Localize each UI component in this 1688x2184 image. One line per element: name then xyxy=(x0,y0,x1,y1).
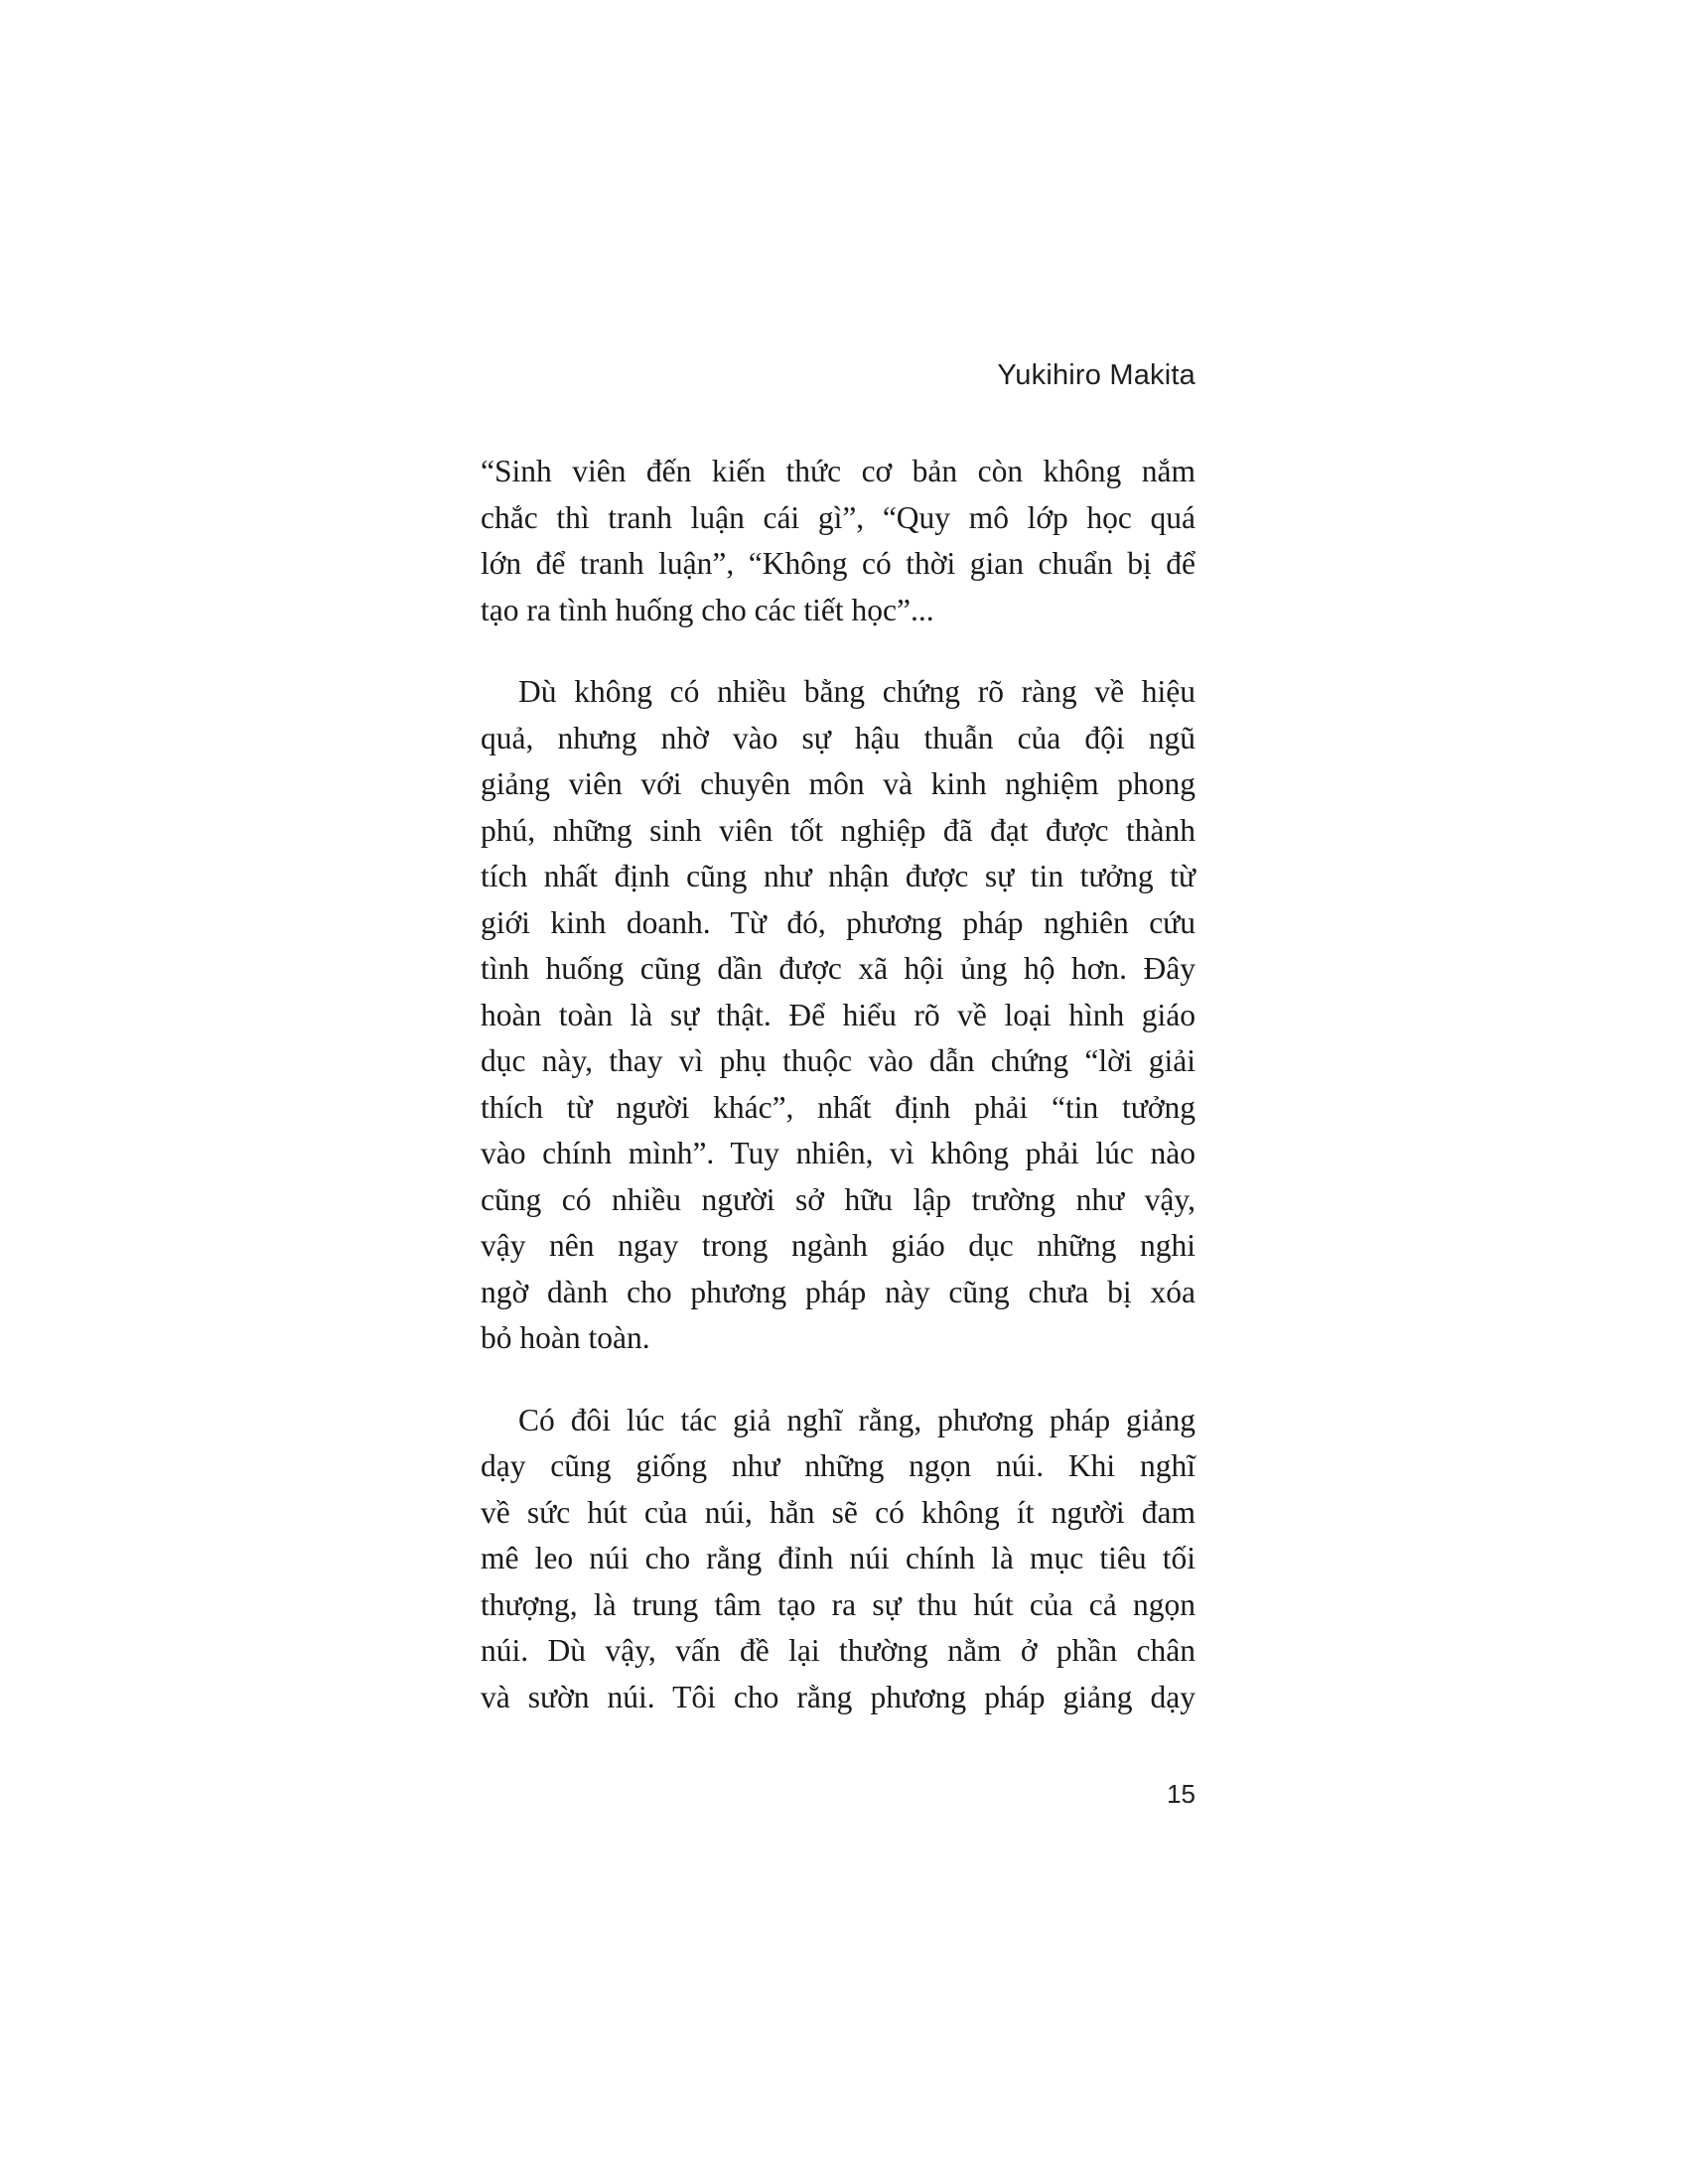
text-line: hoàn toàn là sự thật. Để hiểu rõ về loại hình giáo xyxy=(481,997,1196,1032)
text-line: Dù không có nhiều bằng chứng rõ ràng về hiệu xyxy=(518,674,1196,709)
text-line: ngờ dành cho phương pháp này cũng chưa bị xóa xyxy=(481,1274,1196,1309)
text-line: và sườn núi. Tôi cho rằng phương pháp giảng dạy xyxy=(481,1679,1196,1714)
text-line: phú, những sinh viên tốt nghiệp đã đạt được thành xyxy=(481,812,1196,848)
text-line: Có đôi lúc tác giả nghĩ rằng, phương pháp giảng xyxy=(518,1402,1196,1437)
text-line: tình huống cũng dần được xã hội ủng hộ hơn. Đây xyxy=(481,951,1196,986)
body-text xyxy=(481,449,1196,1720)
text-line: dạy cũng giống như những ngọn núi. Khi nghĩ xyxy=(481,1448,1196,1483)
text-line: “Sinh viên đến kiến thức cơ bản còn không nắm xyxy=(481,454,1196,488)
text-line: tích nhất định cũng như nhận được sự tin tưởng từ xyxy=(481,859,1196,893)
text-line: dục này, thay vì phụ thuộc vào dẫn chứng “lời giải xyxy=(481,1043,1196,1078)
text-line: bỏ hoàn toàn. xyxy=(481,1320,650,1355)
text-line: thích từ người khác”, nhất định phải “tin tưởng xyxy=(481,1089,1196,1125)
text-line: vào chính mình”. Tuy nhiên, vì không phải lúc nào xyxy=(481,1136,1196,1170)
text-line: tạo ra tình huống cho các tiết học”... xyxy=(481,592,934,627)
paragraph xyxy=(481,449,1196,633)
paragraph xyxy=(481,669,1196,1362)
paragraph xyxy=(481,1398,1196,1721)
text-line: lớn để tranh luận”, “Không có thời gian chuẩn bị để xyxy=(481,546,1196,581)
text-line: núi. Dù vậy, vấn đề lại thường nằm ở phần chân xyxy=(481,1633,1196,1668)
text-line: vậy nên ngay trong ngành giáo dục những nghi xyxy=(481,1228,1196,1263)
text-line: về sức hút của núi, hẳn sẽ có không ít người đam xyxy=(481,1494,1196,1530)
text-line: giảng viên với chuyên môn và kinh nghiệm phong xyxy=(481,766,1196,801)
page-number: 15 xyxy=(1167,1779,1196,1809)
text-line: chắc thì tranh luận cái gì”, “Quy mô lớp học quá xyxy=(481,499,1196,535)
text-line: quả, nhưng nhờ vào sự hậu thuẫn của đội ngũ xyxy=(481,720,1196,755)
text-line: thượng, là trung tâm tạo ra sự thu hút của cả ngọn xyxy=(481,1586,1196,1622)
text-line: cũng có nhiều người sở hữu lập trường như vậy, xyxy=(481,1181,1196,1217)
text-line: giới kinh doanh. Từ đó, phương pháp nghiên cứu xyxy=(481,904,1196,940)
text-line: mê leo núi cho rằng đỉnh núi chính là mục tiêu tối xyxy=(481,1541,1196,1575)
running-header: Yukihiro Makita xyxy=(997,359,1196,391)
